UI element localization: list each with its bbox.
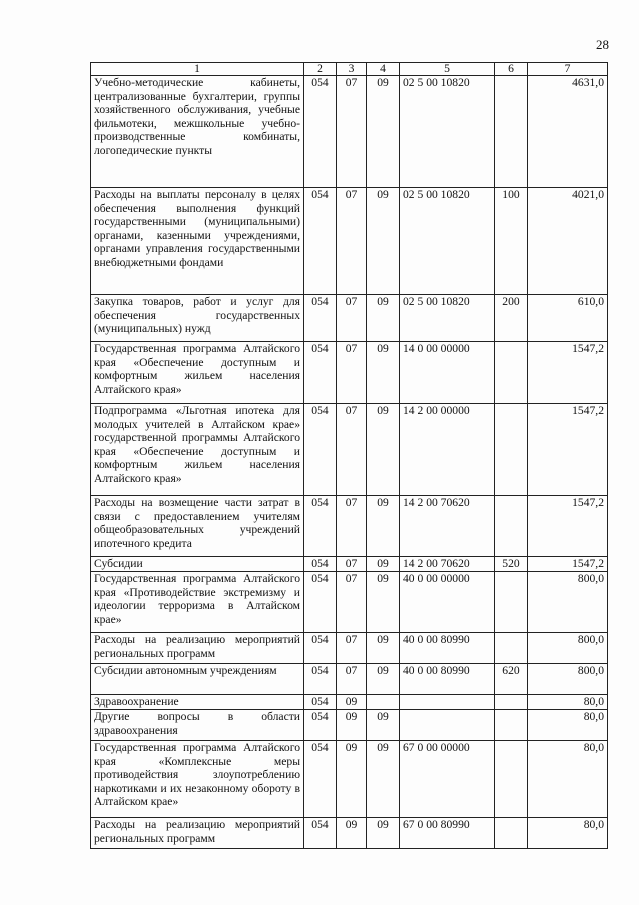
- row-section-code: 07: [337, 664, 367, 695]
- row-expense-type: [495, 710, 528, 741]
- row-expense-type: [495, 76, 528, 188]
- row-name: Здравоохранение: [91, 695, 304, 710]
- row-amount: 80,0: [528, 818, 608, 849]
- column-header: 2: [304, 63, 337, 76]
- row-expense-type: [495, 572, 528, 633]
- row-amount: 610,0: [528, 295, 608, 342]
- row-target-article: [400, 710, 495, 741]
- table-row: [91, 818, 608, 849]
- budget-table: [90, 62, 608, 849]
- row-name: Другие вопросы в области здравоохранения: [91, 710, 304, 741]
- row-expense-type: [495, 342, 528, 404]
- row-subsection-code: 09: [367, 710, 400, 741]
- row-target-article: 02 5 00 10820: [400, 295, 495, 342]
- row-target-article: 02 5 00 10820: [400, 76, 495, 188]
- column-header: 1: [91, 63, 304, 76]
- row-target-article: 14 0 00 00000: [400, 342, 495, 404]
- table-row: [91, 295, 608, 342]
- row-subsection-code: 09: [367, 633, 400, 664]
- row-amount: 1547,2: [528, 404, 608, 496]
- row-expense-type: 100: [495, 188, 528, 295]
- row-amount: 80,0: [528, 710, 608, 741]
- row-subsection-code: 09: [367, 741, 400, 818]
- row-section-code: 07: [337, 76, 367, 188]
- column-header: 5: [400, 63, 495, 76]
- row-subsection-code: 09: [367, 342, 400, 404]
- row-target-article: 14 2 00 70620: [400, 557, 495, 572]
- row-subsection-code: 09: [367, 664, 400, 695]
- row-amount: 1547,2: [528, 342, 608, 404]
- row-name: Субсидии: [91, 557, 304, 572]
- row-ministry-code: 054: [304, 710, 337, 741]
- row-ministry-code: 054: [304, 404, 337, 496]
- row-target-article: 40 0 00 00000: [400, 572, 495, 633]
- table-row: [91, 557, 608, 572]
- row-section-code: 09: [337, 695, 367, 710]
- row-expense-type: [495, 741, 528, 818]
- row-subsection-code: 09: [367, 557, 400, 572]
- row-name: Субсидии автономным учреждениям: [91, 664, 304, 695]
- row-name: Государственная программа Алтайского края «Комплексные меры противодействия злоупотреблению наркотиками и их незаконному обороту в Алтайском крае»: [91, 741, 304, 818]
- row-ministry-code: 054: [304, 188, 337, 295]
- row-amount: 4021,0: [528, 188, 608, 295]
- row-ministry-code: 054: [304, 818, 337, 849]
- table-row: [91, 188, 608, 295]
- row-subsection-code: 09: [367, 404, 400, 496]
- row-ministry-code: 054: [304, 342, 337, 404]
- column-header: 7: [528, 63, 608, 76]
- row-expense-type: [495, 633, 528, 664]
- row-ministry-code: 054: [304, 633, 337, 664]
- row-target-article: 40 0 00 80990: [400, 633, 495, 664]
- row-target-article: 02 5 00 10820: [400, 188, 495, 295]
- row-name: Расходы на реализацию мероприятий региональных программ: [91, 818, 304, 849]
- row-section-code: 07: [337, 342, 367, 404]
- row-name: Расходы на возмещение части затрат в связи с предоставлением учителям общеобразовательных учреждений ипотечного кредита: [91, 496, 304, 557]
- row-expense-type: 620: [495, 664, 528, 695]
- table-row: [91, 76, 608, 188]
- row-subsection-code: 09: [367, 572, 400, 633]
- row-expense-type: [495, 404, 528, 496]
- table-row: [91, 741, 608, 818]
- row-name: Государственная программа Алтайского края «Обеспечение доступным и комфортным жильем населения Алтайского края»: [91, 342, 304, 404]
- table-row: [91, 496, 608, 557]
- table-row: [91, 664, 608, 695]
- row-name: Расходы на реализацию мероприятий региональных программ: [91, 633, 304, 664]
- row-target-article: 67 0 00 00000: [400, 741, 495, 818]
- row-ministry-code: 054: [304, 572, 337, 633]
- row-amount: 1547,2: [528, 496, 608, 557]
- table-row: [91, 633, 608, 664]
- row-ministry-code: 054: [304, 741, 337, 818]
- row-target-article: 14 2 00 70620: [400, 496, 495, 557]
- row-amount: 1547,2: [528, 557, 608, 572]
- row-name: Учебно-методические кабинеты, централизованные бухгалтерии, группы хозяйственного обслуживания, учебные фильмотеки, межшкольные учебно-производственные комбинаты, логопедические пункты: [91, 76, 304, 188]
- row-target-article: 40 0 00 80990: [400, 664, 495, 695]
- row-section-code: 09: [337, 741, 367, 818]
- row-expense-type: [495, 496, 528, 557]
- row-expense-type: [495, 818, 528, 849]
- table-header-row: [91, 63, 608, 76]
- row-name: Государственная программа Алтайского края «Противодействие экстремизму и идеологии терроризма в Алтайском крае»: [91, 572, 304, 633]
- row-subsection-code: [367, 695, 400, 710]
- row-target-article: [400, 695, 495, 710]
- row-section-code: 07: [337, 496, 367, 557]
- row-amount: 800,0: [528, 572, 608, 633]
- table-row: [91, 342, 608, 404]
- row-section-code: 07: [337, 404, 367, 496]
- row-section-code: 07: [337, 188, 367, 295]
- row-section-code: 07: [337, 557, 367, 572]
- row-subsection-code: 09: [367, 188, 400, 295]
- row-subsection-code: 09: [367, 818, 400, 849]
- row-amount: 800,0: [528, 664, 608, 695]
- row-section-code: 09: [337, 710, 367, 741]
- row-amount: 80,0: [528, 741, 608, 818]
- row-expense-type: [495, 695, 528, 710]
- row-ministry-code: 054: [304, 664, 337, 695]
- row-subsection-code: 09: [367, 295, 400, 342]
- row-target-article: 14 2 00 00000: [400, 404, 495, 496]
- row-expense-type: 200: [495, 295, 528, 342]
- table-row: [91, 404, 608, 496]
- row-amount: 4631,0: [528, 76, 608, 188]
- row-subsection-code: 09: [367, 76, 400, 188]
- row-amount: 800,0: [528, 633, 608, 664]
- page-number: 28: [596, 37, 609, 52]
- row-section-code: 09: [337, 818, 367, 849]
- row-ministry-code: 054: [304, 496, 337, 557]
- row-name: Расходы на выплаты персоналу в целях обеспечения выполнения функций государственными (муниципальными) органами, казенными учреждениями, органами управления государственными внебюджетными фондами: [91, 188, 304, 295]
- row-section-code: 07: [337, 295, 367, 342]
- row-name: Закупка товаров, работ и услуг для обеспечения государственных (муниципальных) нужд: [91, 295, 304, 342]
- row-section-code: 07: [337, 633, 367, 664]
- table-row: [91, 695, 608, 710]
- row-subsection-code: 09: [367, 496, 400, 557]
- row-amount: 80,0: [528, 695, 608, 710]
- row-ministry-code: 054: [304, 557, 337, 572]
- row-target-article: 67 0 00 80990: [400, 818, 495, 849]
- table-row: [91, 572, 608, 633]
- column-header: 6: [495, 63, 528, 76]
- row-ministry-code: 054: [304, 695, 337, 710]
- row-ministry-code: 054: [304, 295, 337, 342]
- row-section-code: 07: [337, 572, 367, 633]
- column-header: 4: [367, 63, 400, 76]
- row-expense-type: 520: [495, 557, 528, 572]
- column-header: 3: [337, 63, 367, 76]
- row-ministry-code: 054: [304, 76, 337, 188]
- row-name: Подпрограмма «Льготная ипотека для молодых учителей в Алтайском крае» государственной программы Алтайского края «Обеспечение доступным и комфортным жильем населения Алтайского края»: [91, 404, 304, 496]
- table-row: [91, 710, 608, 741]
